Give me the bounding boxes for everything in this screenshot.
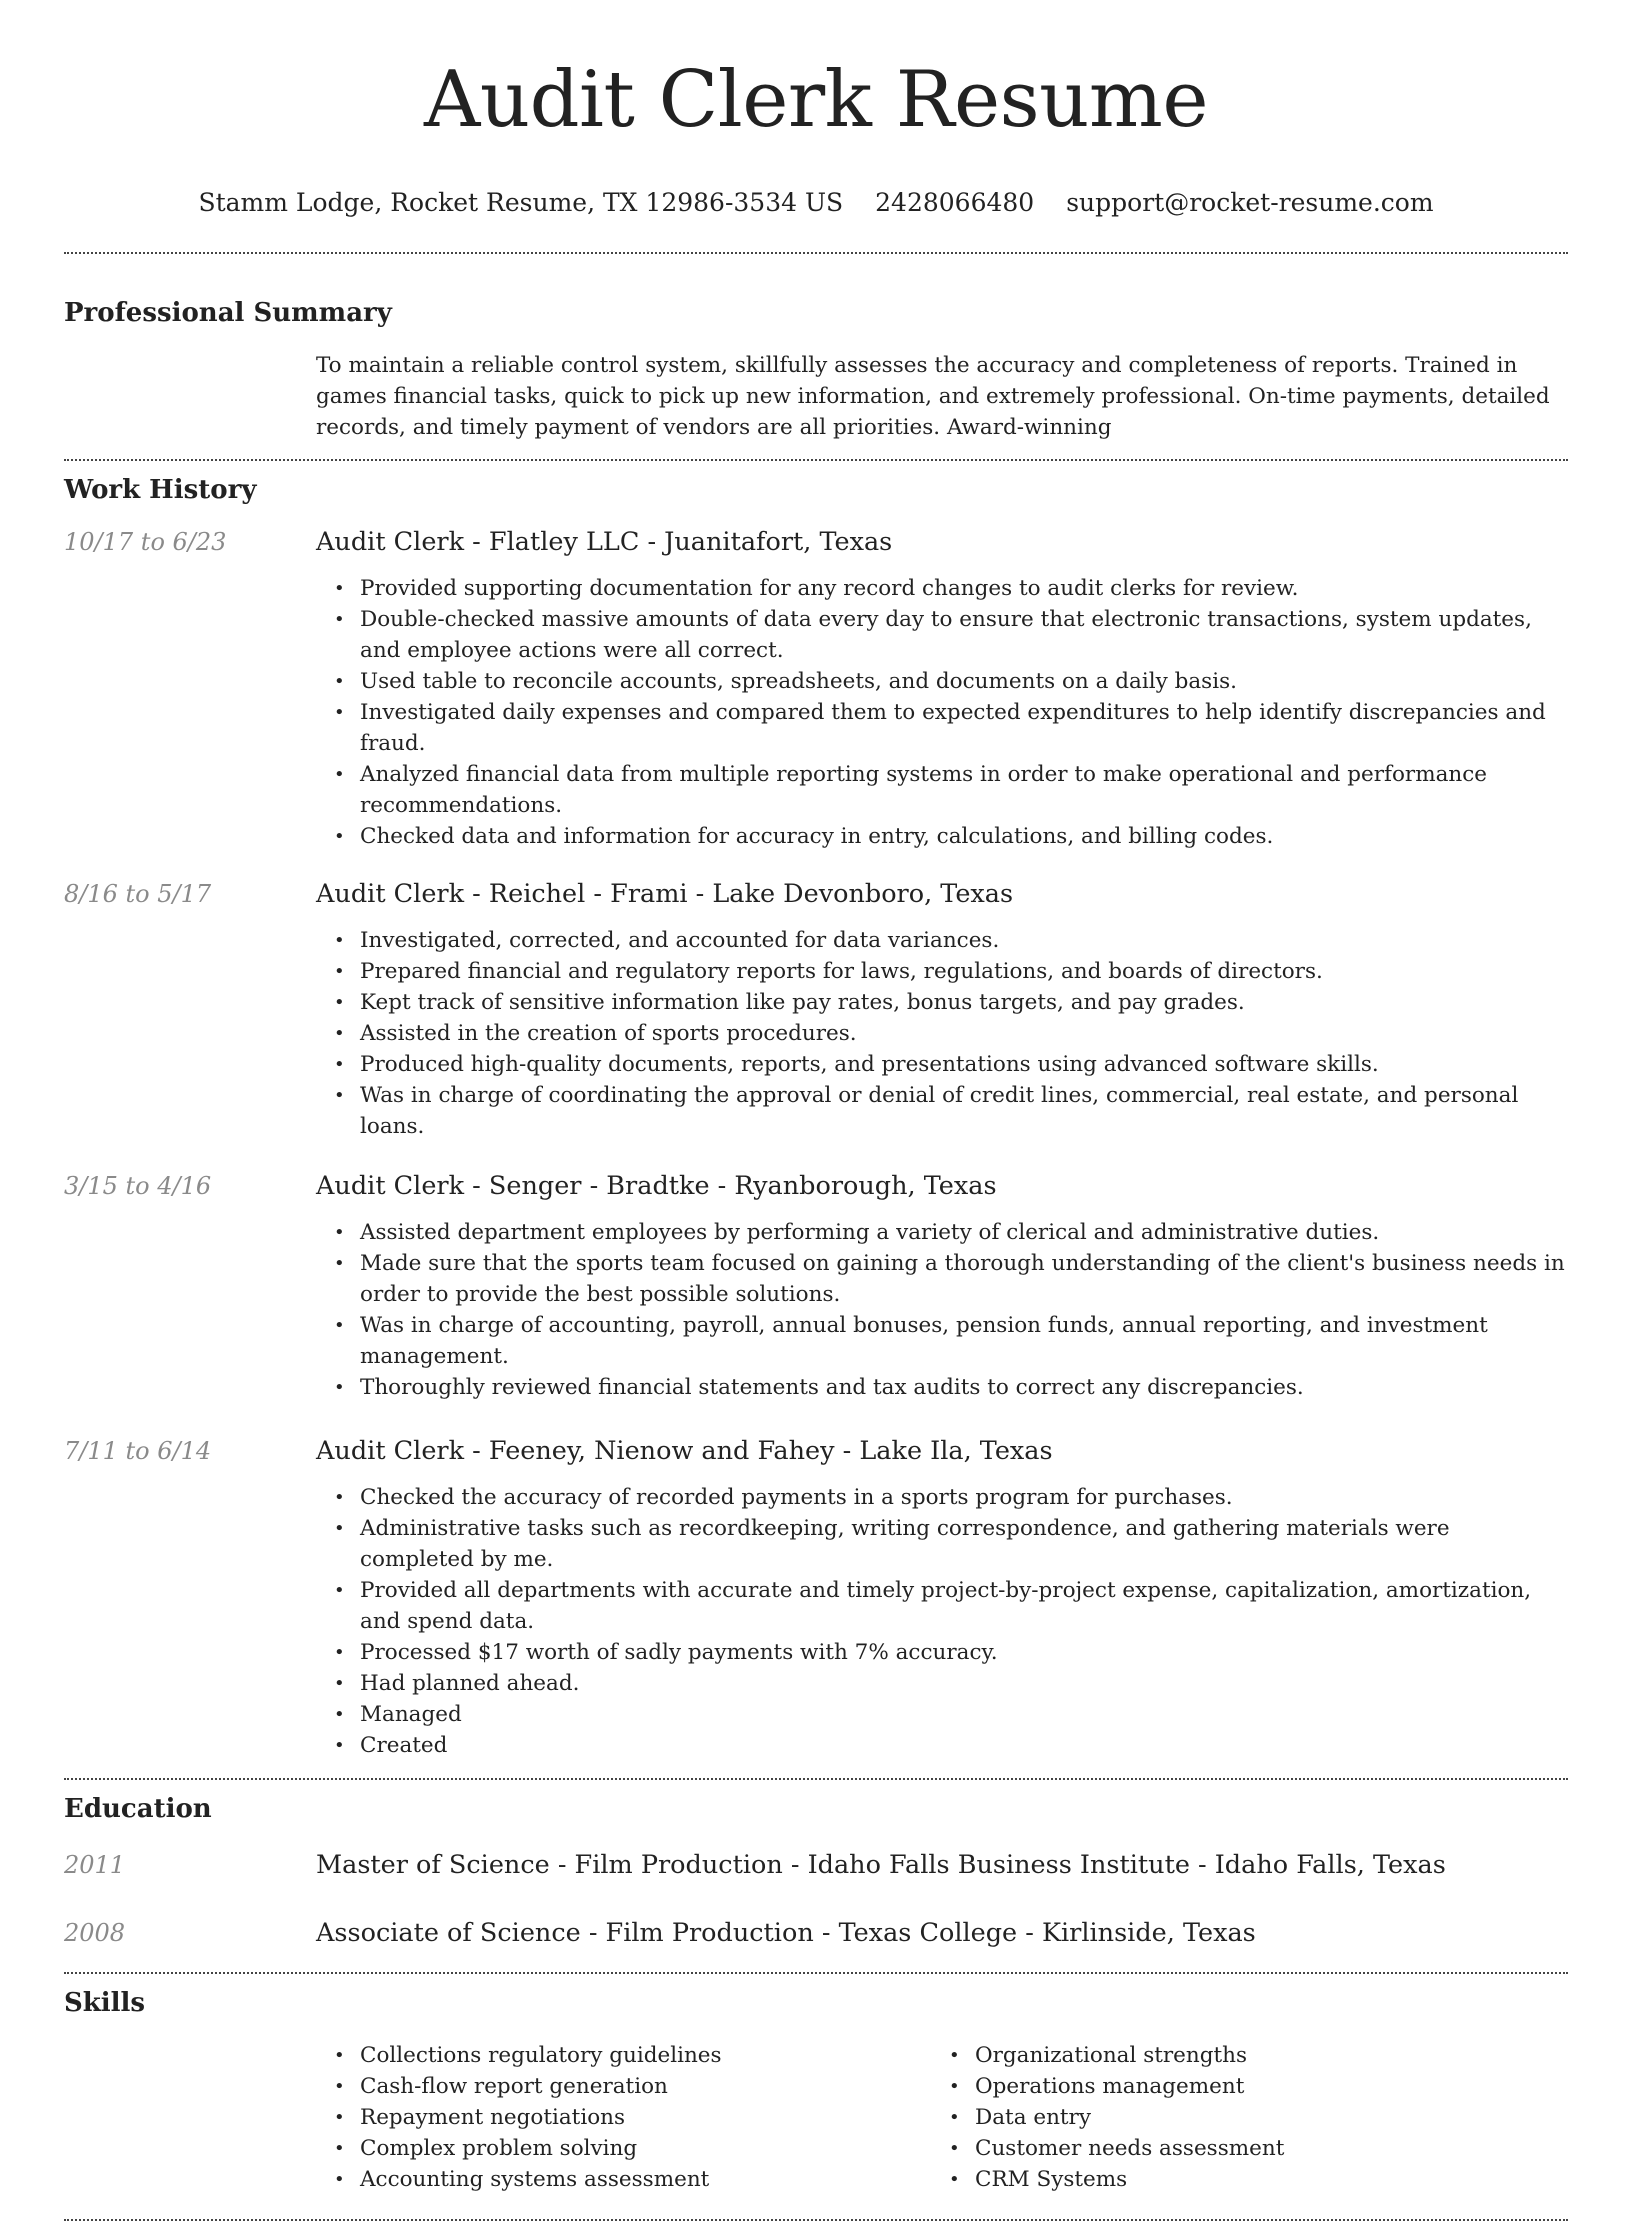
education-entry [64, 1848, 1568, 1882]
job-bullet: • Managed [316, 1699, 1568, 1730]
job-bullets [316, 925, 1568, 1142]
job-entry [64, 1434, 1568, 1761]
summary-text: To maintain a reliable control system, skillfully assesses the accuracy and completeness of reports. Trained in games financial tasks, quick to pick up new information, and extremely professional. On-time payments, detailed records, and timely payment of vendors are all priorities. Award-winning [316, 353, 1550, 440]
job-date: 8/16 to 5/17 [64, 880, 212, 908]
job-bullets [316, 1217, 1568, 1403]
job-bullet: • Analyzed financial data from multiple reporting systems in order to make operational and performance recommendations. [316, 759, 1568, 821]
section-title-summary: Professional Summary [64, 298, 392, 328]
divider [64, 252, 1568, 254]
job-bullet: • Made sure that the sports team focused on gaining a thorough understanding of the client's business needs in order to provide the best possible solutions. [316, 1248, 1568, 1310]
skills-column-right [931, 2040, 1546, 2195]
contact-email: support@rocket-resume.com [1066, 188, 1434, 217]
resume-title: Audit Clerk Resume [424, 55, 1208, 145]
skill-item: • Customer needs assessment [931, 2133, 1546, 2164]
job-date: 3/15 to 4/16 [64, 1172, 212, 1200]
divider [64, 1972, 1568, 1974]
job-bullet: • Checked the accuracy of recorded payments in a sports program for purchases. [316, 1482, 1568, 1513]
job-heading: Audit Clerk - Senger - Bradtke - Ryanborough, Texas [316, 1171, 997, 1201]
job-entry [64, 525, 1568, 852]
education-entry [64, 1916, 1568, 1950]
job-bullet: • Created [316, 1730, 1568, 1761]
education-heading: Master of Science - Film Production - Idaho Falls Business Institute - Idaho Falls, Texas [316, 1850, 1446, 1880]
divider [64, 459, 1568, 461]
job-heading: Audit Clerk - Feeney, Nienow and Fahey - Lake Ila, Texas [316, 1436, 1053, 1466]
job-bullet: • Assisted in the creation of sports procedures. [316, 1018, 1568, 1049]
job-bullet: • Processed $17 worth of sadly payments with 7% accuracy. [316, 1637, 1568, 1668]
job-entry [64, 877, 1568, 1142]
skill-item: • Data entry [931, 2102, 1546, 2133]
education-heading: Associate of Science - Film Production - Texas College - Kirlinside, Texas [316, 1918, 1256, 1948]
skill-item: • Cash-flow report generation [316, 2071, 931, 2102]
job-heading: Audit Clerk - Reichel - Frami - Lake Devonboro, Texas [316, 879, 1014, 909]
skill-item: • CRM Systems [931, 2164, 1546, 2195]
section-title-education: Education [64, 1794, 212, 1824]
job-bullet: • Provided all departments with accurate and timely project-by-project expense, capitalization, amortization, and spend data. [316, 1575, 1568, 1637]
section-title-skills: Skills [64, 1988, 146, 2018]
job-bullet: • Produced high-quality documents, reports, and presentations using advanced software skills. [316, 1049, 1568, 1080]
job-date: 10/17 to 6/23 [64, 528, 227, 556]
divider [64, 1778, 1568, 1780]
job-bullet: • Thoroughly reviewed financial statements and tax audits to correct any discrepancies. [316, 1372, 1568, 1403]
skill-item: • Accounting systems assessment [316, 2164, 931, 2195]
job-bullet: • Prepared financial and regulatory reports for laws, regulations, and boards of directors. [316, 956, 1568, 987]
job-bullet: • Used table to reconcile accounts, spreadsheets, and documents on a daily basis. [316, 666, 1568, 697]
education-date: 2008 [64, 1919, 126, 1947]
job-bullet: • Kept track of sensitive information like pay rates, bonus targets, and pay grades. [316, 987, 1568, 1018]
job-bullet: • Assisted department employees by performing a variety of clerical and administrative duties. [316, 1217, 1568, 1248]
job-bullet: • Provided supporting documentation for any record changes to audit clerks for review. [316, 573, 1568, 604]
contact-address: Stamm Lodge, Rocket Resume, TX 12986-3534 US [198, 188, 844, 217]
job-bullet: • Was in charge of accounting, payroll, annual bonuses, pension funds, annual reporting, and investment management. [316, 1310, 1568, 1372]
skill-item: • Organizational strengths [931, 2040, 1546, 2071]
job-bullet: • Had planned ahead. [316, 1668, 1568, 1699]
job-bullet: • Was in charge of coordinating the approval or denial of credit lines, commercial, real estate, and personal loans. [316, 1080, 1568, 1142]
job-date: 7/11 to 6/14 [64, 1437, 212, 1465]
skills-grid [64, 2040, 1568, 2195]
job-bullet: • Administrative tasks such as recordkeeping, writing correspondence, and gathering materials were completed by me. [316, 1513, 1568, 1575]
job-entry [64, 1169, 1568, 1403]
job-bullet: • Investigated daily expenses and compared them to expected expenditures to help identify discrepancies and fraud. [316, 697, 1568, 759]
skill-item: • Operations management [931, 2071, 1546, 2102]
job-bullets [316, 573, 1568, 852]
job-bullets [316, 1482, 1568, 1761]
job-bullet: • Checked data and information for accuracy in entry, calculations, and billing codes. [316, 821, 1568, 852]
skill-item: • Collections regulatory guidelines [316, 2040, 931, 2071]
skill-item: • Repayment negotiations [316, 2102, 931, 2133]
contact-line [64, 186, 1568, 220]
job-heading: Audit Clerk - Flatley LLC - Juanitafort, Texas [316, 527, 893, 557]
skill-item: • Complex problem solving [316, 2133, 931, 2164]
job-bullet: • Investigated, corrected, and accounted for data variances. [316, 925, 1568, 956]
education-date: 2011 [64, 1851, 126, 1879]
job-bullet: • Double-checked massive amounts of data every day to ensure that electronic transactions, system updates, and employee actions were all correct. [316, 604, 1568, 666]
skills-column-left [316, 2040, 931, 2195]
contact-phone: 2428066480 [875, 188, 1035, 217]
section-title-work-history: Work History [64, 475, 257, 505]
